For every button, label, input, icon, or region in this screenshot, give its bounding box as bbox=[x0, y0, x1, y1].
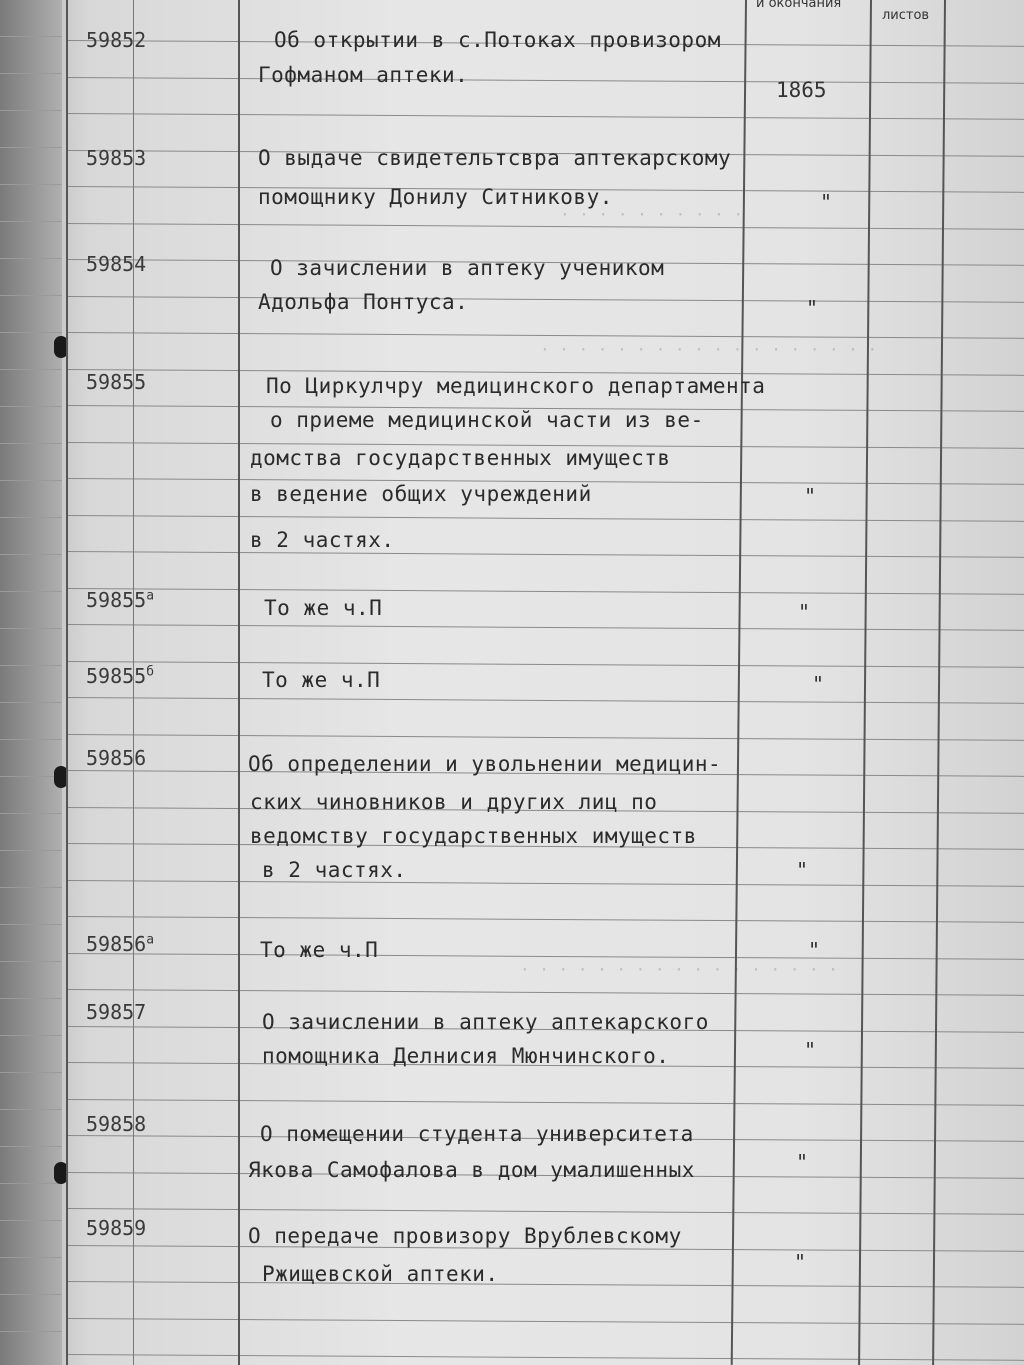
entry-title-line: ведомству государственных имуществ bbox=[250, 824, 697, 848]
entry-number-suffix: б bbox=[146, 664, 155, 680]
entry-title-line: Гофманом аптеки. bbox=[258, 63, 469, 87]
ditto-mark: " bbox=[820, 190, 833, 214]
archive-inventory-page: и окончания листов · · · · · · · · · · · · · · · · · · · · · · · · · · · · · · · · · · · · · · · · · · · · · 59852 Об открытии в с.Потоках провизором Гофманом аптеки. 1865 59853 О выдаче свидетельтсвра аптекарскому помощнику Донилу Ситникову. " 59854 О зачислении в аптеку учеником Адольфа Понтуса. " 59855 По Циркулчру медицинского департамента о приеме медицинской части из ве- домства государственных имуществ в ведение общих учреждений в 2 частях. " $59855^а$ То же ч.П " $59855^б$ То же ч.П " 59856 Об определении и увольнении медицин- ских чиновников и других лиц по ведомству государственных имуществ в 2 частях. " $59856^а$ То же ч.П " 59857 О зачислении в аптеку аптекарского помощника Делнисия Мюнчинского. " 59858 О помещении студента университета Якова Самофалова в дом умалишенных " 59859 О передаче провизору Врублевскому Ржищевской аптеки. " bbox=[0, 0, 1024, 1365]
ruled-line bbox=[66, 551, 1024, 558]
entry-title-line: О зачислении в аптеку аптекарского bbox=[262, 1010, 709, 1034]
ruled-line bbox=[66, 332, 1024, 339]
ruled-line bbox=[66, 77, 1024, 84]
entry-title-line: о приеме медицинской части из ве- bbox=[270, 408, 704, 432]
entry-number: 59857 bbox=[86, 1000, 147, 1024]
entry-number: 59855 bbox=[86, 370, 147, 394]
ditto-mark: " bbox=[808, 938, 821, 962]
entry-title-line: Об определении и увольнении медицин- bbox=[248, 752, 722, 776]
entry-title-line: Якова Самофалова в дом умалишенных bbox=[248, 1158, 695, 1182]
entry-title-line: Об открытии в с.Потоках провизором bbox=[274, 28, 721, 52]
entry-number: 59859 bbox=[86, 1216, 147, 1240]
ruled-line bbox=[66, 296, 1024, 303]
ditto-mark: " bbox=[796, 858, 809, 882]
entry-title-line: в 2 частях. bbox=[262, 858, 407, 882]
column-border bbox=[238, 0, 240, 1365]
ruled-line bbox=[66, 661, 1024, 668]
entry-title-line: в ведение общих учреждений bbox=[250, 482, 592, 506]
entry-number: 59852 bbox=[86, 28, 147, 52]
ruled-line bbox=[66, 953, 1024, 960]
entry-date: 1865 bbox=[776, 78, 827, 102]
entry-title-line: О выдаче свидетельтсвра аптекарскому bbox=[258, 146, 732, 170]
column-border bbox=[932, 0, 946, 1365]
ruled-line bbox=[66, 1354, 1024, 1361]
entry-title-line: ских чиновников и других лиц по bbox=[250, 790, 658, 814]
ditto-mark: " bbox=[806, 296, 819, 320]
entry-title-line: помощника Делнисия Мюнчинского. bbox=[262, 1044, 670, 1068]
entry-number: $59855^б$ bbox=[86, 664, 155, 688]
entry-title-line: домства государственных имуществ bbox=[250, 446, 671, 470]
ruled-line bbox=[66, 1318, 1024, 1325]
ditto-mark: " bbox=[796, 1150, 809, 1174]
ruled-line bbox=[66, 697, 1024, 704]
ruled-line bbox=[66, 989, 1024, 996]
ditto-mark: " bbox=[812, 672, 825, 696]
entry-number: $59855^а$ bbox=[86, 588, 155, 612]
binder-gutter bbox=[0, 0, 62, 1365]
ruled-line bbox=[66, 880, 1024, 887]
entry-number: 59854 bbox=[86, 252, 147, 276]
entry-title-line: Ржищевской аптеки. bbox=[262, 1262, 499, 1286]
ruled-line bbox=[66, 588, 1024, 595]
ruled-line bbox=[66, 734, 1024, 741]
dates-column-header: и окончания bbox=[756, 0, 842, 11]
entry-title-line: О помещении студента университета bbox=[260, 1122, 694, 1146]
entry-title-line: То же ч.П bbox=[260, 938, 379, 962]
ruled-line bbox=[66, 1208, 1024, 1215]
entry-title-line: По Циркулчру медицинского департамента bbox=[266, 374, 766, 398]
ditto-mark: " bbox=[804, 1038, 817, 1062]
ruled-line bbox=[66, 916, 1024, 923]
ruled-line bbox=[66, 223, 1024, 230]
entry-number: 59853 bbox=[86, 146, 147, 170]
entry-number-suffix: а bbox=[146, 588, 155, 604]
ruled-line bbox=[66, 1099, 1024, 1106]
entry-title-line: О передаче провизору Врублевскому bbox=[248, 1224, 682, 1248]
entry-number: $59856^а$ bbox=[86, 932, 155, 956]
ruled-line bbox=[66, 113, 1024, 120]
entry-title-line: Адольфа Понтуса. bbox=[258, 290, 469, 314]
ruled-line bbox=[66, 624, 1024, 631]
entry-title-line: О зачислении в аптеку учеником bbox=[270, 256, 665, 280]
entry-title-line: То же ч.П bbox=[262, 668, 381, 692]
ditto-mark: " bbox=[794, 1250, 807, 1274]
entry-title-line: в 2 частях. bbox=[250, 528, 395, 552]
ditto-mark: " bbox=[804, 484, 817, 508]
entry-title-line: То же ч.П bbox=[264, 596, 383, 620]
entry-title-line: помощнику Донилу Ситникову. bbox=[258, 185, 613, 209]
entry-number: 59856 bbox=[86, 746, 147, 770]
column-border bbox=[858, 0, 872, 1365]
sheets-column-header: листов bbox=[882, 8, 930, 23]
entry-number: 59858 bbox=[86, 1112, 147, 1136]
ruled-line bbox=[66, 1281, 1024, 1288]
ditto-mark: " bbox=[798, 600, 811, 624]
ruled-line bbox=[66, 515, 1024, 522]
entry-number-suffix: а bbox=[146, 932, 155, 948]
column-border bbox=[66, 0, 68, 1365]
